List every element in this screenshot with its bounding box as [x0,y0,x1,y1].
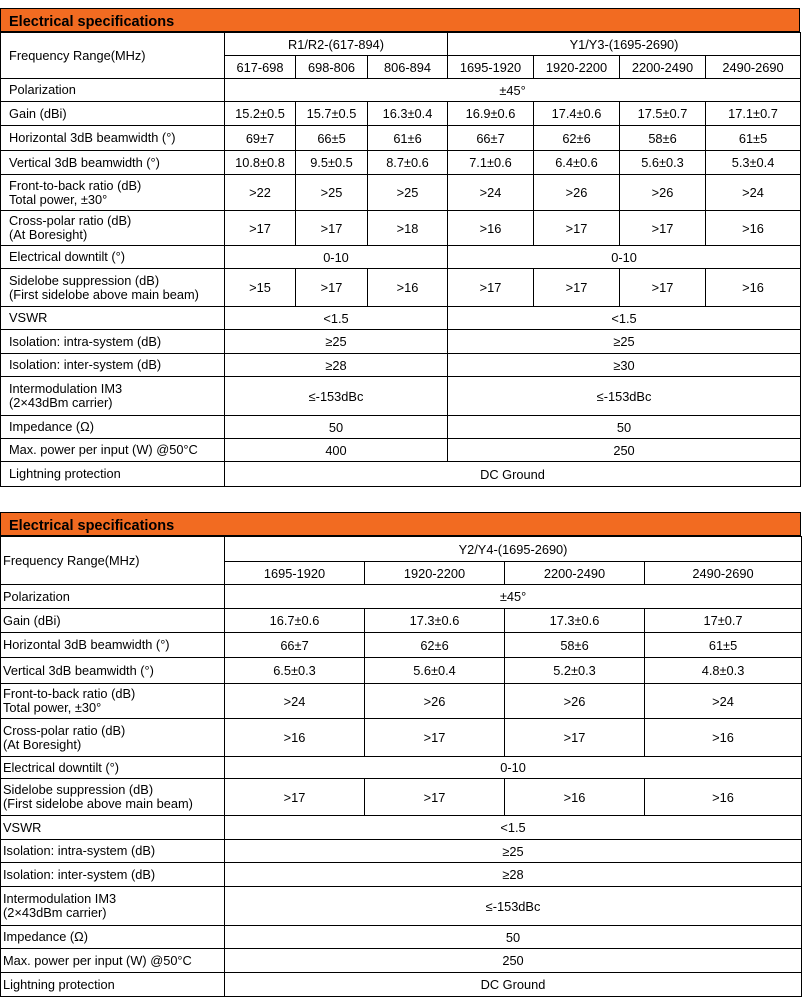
table-row [1,757,802,779]
table-row [1,462,801,487]
value-cell: >16 [225,719,365,757]
value-cell: 62±6 [534,126,620,151]
value-cell: >17 [534,211,620,246]
row-label: Polarization [1,79,225,102]
value-cell: >24 [706,175,801,211]
value-cell: 16.9±0.6 [448,102,534,126]
row-label: Isolation: intra-system (dB) [1,330,225,354]
value-cell: 17±0.7 [645,609,802,633]
freq-range-label: Frequency Range(MHz) [1,33,225,79]
table-row [1,439,801,462]
row-label: Electrical downtilt (°) [1,757,225,779]
value-cell: >16 [645,719,802,757]
table-row [1,79,801,102]
row-label-line1: Front-to-back ratio (dB) [3,686,136,701]
row-label [1,175,225,211]
value-cell: 5.6±0.4 [365,658,505,684]
table-row [1,269,801,307]
value-cell: 50 [225,926,802,949]
value-cell: >17 [225,779,365,816]
band-cell: 2200-2490 [505,562,645,585]
spec-table-2 [0,536,802,997]
value-cell: >17 [365,779,505,816]
band-cell: 2200-2490 [620,56,706,79]
value-cell: ±45° [225,79,801,102]
row-label [1,269,225,307]
value-cell: >16 [706,269,801,307]
value-cell: 50 [448,416,801,439]
row-label [1,211,225,246]
section-title: Electrical specifications [0,512,801,536]
value-cell: 61±5 [706,126,801,151]
value-cell: ≤-153dBc [225,377,448,416]
row-label: Max. power per input (W) @50°C [1,949,225,973]
value-cell: 61±6 [368,126,448,151]
value-cell: >18 [368,211,448,246]
row-label-line1: Intermodulation IM3 [9,381,123,396]
value-cell: ±45° [225,585,802,609]
value-cell: 5.3±0.4 [706,151,801,175]
value-cell: >17 [620,269,706,307]
table-row [1,816,802,840]
value-cell: >16 [368,269,448,307]
value-cell: 58±6 [620,126,706,151]
row-label: Impedance (Ω) [1,926,225,949]
value-cell: 8.7±0.6 [368,151,448,175]
band-cell: 698-806 [296,56,368,79]
row-label: Vertical 3dB beamwidth (°) [1,151,225,175]
spec-section-2 [0,512,801,997]
table-row [1,151,801,175]
row-label-line1: Cross-polar ratio (dB) [9,213,132,228]
spec-table-1 [0,32,801,487]
value-cell: 15.2±0.5 [225,102,296,126]
value-cell: DC Ground [225,973,802,997]
value-cell: ≥25 [225,330,448,354]
row-label-line1: Sidelobe suppression (dB) [3,782,154,797]
value-cell: 17.4±0.6 [534,102,620,126]
table-row [1,719,802,757]
value-cell: 17.3±0.6 [505,609,645,633]
value-cell: >25 [368,175,448,211]
table-row [1,537,802,562]
value-cell: <1.5 [225,816,802,840]
table-row [1,840,802,863]
value-cell: >16 [448,211,534,246]
value-cell: 16.3±0.4 [368,102,448,126]
table-row [1,887,802,926]
row-label: Max. power per input (W) @50°C [1,439,225,462]
row-label-line2: (2×43dBm carrier) [3,905,107,920]
row-label-line2: (First sidelobe above main beam) [9,286,199,302]
value-cell: 4.8±0.3 [645,658,802,684]
value-cell: >26 [534,175,620,211]
row-label-line2: (At Boresight) [3,736,82,752]
value-cell: >16 [645,779,802,816]
row-label: Lightning protection [1,462,225,487]
table-row [1,102,801,126]
value-cell: >15 [225,269,296,307]
table-row [1,211,801,246]
value-cell: 50 [225,416,448,439]
value-cell: 5.6±0.3 [620,151,706,175]
value-cell: 17.5±0.7 [620,102,706,126]
row-label-line2: Total power, ±30° [3,700,102,715]
table-row [1,354,801,377]
table-row [1,126,801,151]
table-row [1,175,801,211]
table-row [1,684,802,719]
band-cell: 1920-2200 [534,56,620,79]
value-cell: >17 [534,269,620,307]
row-label: Horizontal 3dB beamwidth (°) [1,126,225,151]
value-cell: 17.3±0.6 [365,609,505,633]
row-label: Vertical 3dB beamwidth (°) [1,658,225,684]
value-cell: 6.5±0.3 [225,658,365,684]
table-row [1,926,802,949]
row-label: Lightning protection [1,973,225,997]
table-row [1,863,802,887]
spec-section-1 [0,8,800,487]
row-label: Electrical downtilt (°) [1,246,225,269]
band-cell: 617-698 [225,56,296,79]
row-label: VSWR [1,816,225,840]
value-cell: >17 [365,719,505,757]
table-row [1,658,802,684]
value-cell: >24 [448,175,534,211]
table-row [1,779,802,816]
value-cell: >17 [296,211,368,246]
value-cell: DC Ground [225,462,801,487]
band-group-y2y4: Y2/Y4-(1695-2690) [225,537,802,562]
value-cell: ≥28 [225,863,802,887]
section-title: Electrical specifications [0,8,800,32]
band-group-r1r2: R1/R2-(617-894) [225,33,448,56]
row-label-line2: (2×43dBm carrier) [9,395,113,410]
row-label: Isolation: inter-system (dB) [1,354,225,377]
table-row [1,973,802,997]
row-label: Horizontal 3dB beamwidth (°) [1,633,225,658]
value-cell: 0-10 [225,757,802,779]
value-cell: >26 [505,684,645,719]
value-cell: >24 [225,684,365,719]
band-cell: 1695-1920 [448,56,534,79]
value-cell: >17 [620,211,706,246]
row-label [1,377,225,416]
value-cell: 5.2±0.3 [505,658,645,684]
band-cell: 1695-1920 [225,562,365,585]
value-cell: 250 [448,439,801,462]
value-cell: <1.5 [448,307,801,330]
value-cell: 16.7±0.6 [225,609,365,633]
value-cell: 6.4±0.6 [534,151,620,175]
value-cell: >24 [645,684,802,719]
value-cell: >25 [296,175,368,211]
row-label-line2: Total power, ±30° [9,191,108,207]
band-cell: 806-894 [368,56,448,79]
value-cell: ≥28 [225,354,448,377]
value-cell: 61±5 [645,633,802,658]
row-label: Isolation: inter-system (dB) [1,863,225,887]
band-cell: 2490-2690 [706,56,801,79]
value-cell: 66±7 [225,633,365,658]
value-cell: 9.5±0.5 [296,151,368,175]
row-label: Impedance (Ω) [1,416,225,439]
value-cell: 250 [225,949,802,973]
value-cell: 66±5 [296,126,368,151]
value-cell: >17 [505,719,645,757]
table-row [1,330,801,354]
value-cell: >26 [620,175,706,211]
row-label: Gain (dBi) [1,102,225,126]
row-label-line1: Front-to-back ratio (dB) [9,177,142,193]
value-cell: 0-10 [225,246,448,269]
row-label [1,887,225,926]
value-cell: 66±7 [448,126,534,151]
row-label: Gain (dBi) [1,609,225,633]
value-cell: >17 [448,269,534,307]
table-row [1,246,801,269]
value-cell: ≤-153dBc [225,887,802,926]
row-label [1,719,225,757]
table-row [1,633,802,658]
value-cell: ≥30 [448,354,801,377]
value-cell: 400 [225,439,448,462]
table-row [1,609,802,633]
table-row [1,949,802,973]
row-label: Polarization [1,585,225,609]
band-cell: 2490-2690 [645,562,802,585]
value-cell: 62±6 [365,633,505,658]
value-cell: >16 [505,779,645,816]
table-row [1,416,801,439]
row-label: VSWR [1,307,225,330]
value-cell: ≥25 [225,840,802,863]
value-cell: 7.1±0.6 [448,151,534,175]
table-row [1,307,801,330]
row-label [1,779,225,816]
table-row [1,33,801,56]
row-label [1,684,225,719]
value-cell: >26 [365,684,505,719]
value-cell: 0-10 [448,246,801,269]
row-label-line2: (First sidelobe above main beam) [3,796,193,811]
table-row [1,585,802,609]
value-cell: ≤-153dBc [448,377,801,416]
band-cell: 1920-2200 [365,562,505,585]
value-cell: 58±6 [505,633,645,658]
value-cell: 15.7±0.5 [296,102,368,126]
band-group-y1y3: Y1/Y3-(1695-2690) [448,33,801,56]
row-label-line1: Cross-polar ratio (dB) [3,722,126,738]
value-cell: 69±7 [225,126,296,151]
value-cell: 17.1±0.7 [706,102,801,126]
table-row [1,377,801,416]
row-label-line2: (At Boresight) [9,227,88,242]
value-cell: >17 [296,269,368,307]
freq-range-label: Frequency Range(MHz) [1,537,225,585]
value-cell: >22 [225,175,296,211]
value-cell: 10.8±0.8 [225,151,296,175]
value-cell: >17 [225,211,296,246]
row-label: Isolation: intra-system (dB) [1,840,225,863]
row-label-line1: Sidelobe suppression (dB) [9,272,160,288]
row-label-line1: Intermodulation IM3 [3,891,117,906]
value-cell: >16 [706,211,801,246]
value-cell: ≥25 [448,330,801,354]
value-cell: <1.5 [225,307,448,330]
